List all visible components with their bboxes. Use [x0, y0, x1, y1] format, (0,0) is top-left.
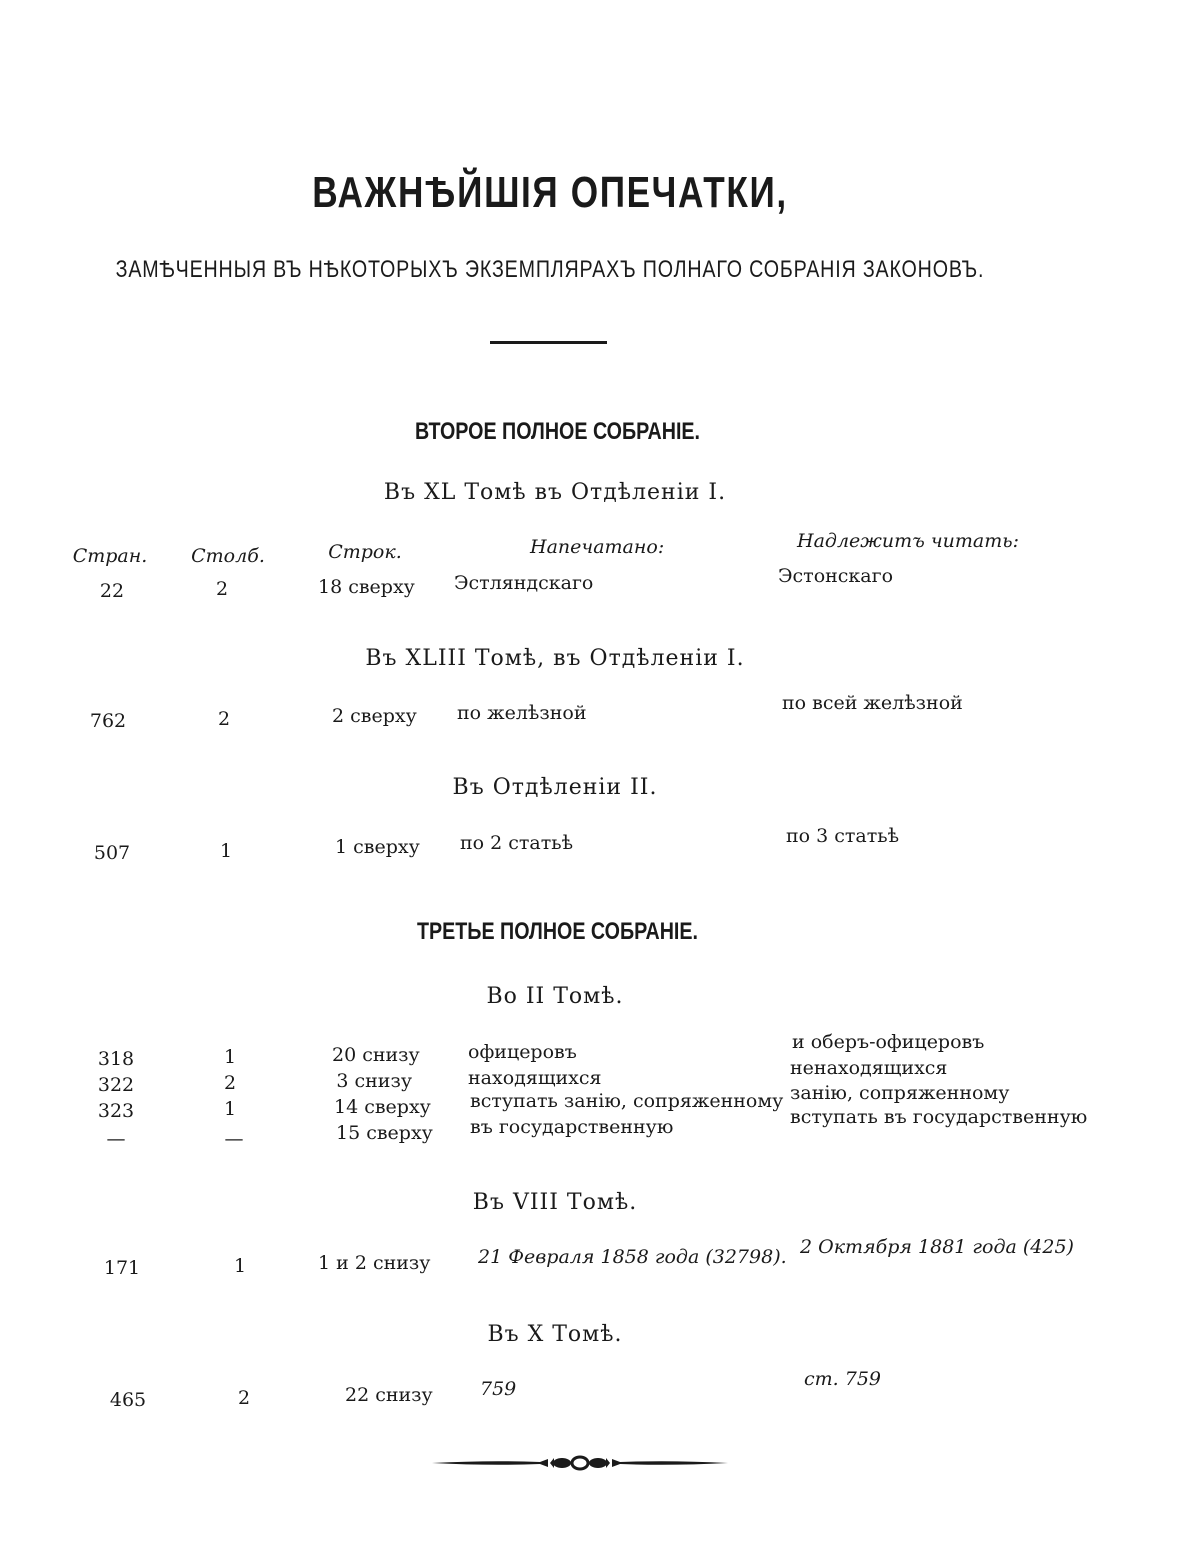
table-cell-column: 2	[223, 1072, 237, 1094]
document-title: ВАЖНѢЙШІЯ ОПЕЧАТКИ,	[312, 168, 788, 217]
table-cell-should-read: Эстонскаго	[778, 565, 894, 587]
end-ornament-icon	[430, 1452, 730, 1474]
table-cell-should-read: 2 Октября 1881 года (425)	[800, 1236, 1074, 1258]
table-cell-printed: находящихся	[468, 1067, 602, 1089]
table-cell-page: 322	[97, 1074, 135, 1096]
table-cell-printed: вступать занію, сопряженному	[470, 1090, 784, 1112]
volume-title-viii: Въ VIII Томѣ.	[472, 1190, 638, 1215]
table-cell-page: 762	[89, 710, 127, 732]
table-cell-column: 1	[223, 1046, 237, 1068]
table-cell-should-read: по всей желѣзной	[782, 692, 963, 714]
table-cell-printed: по 2 статьѣ	[460, 832, 574, 854]
table-cell-should-read: занію, сопряженному	[790, 1082, 1010, 1104]
table-cell-line: 3 снизу	[336, 1070, 412, 1092]
table-cell-printed: Эстляндскаго	[454, 572, 594, 594]
table-cell-column: 2	[237, 1387, 251, 1409]
table-cell-should-read: вступать въ государственную	[790, 1106, 1088, 1128]
column-header-column: Столб.	[191, 545, 265, 567]
table-cell-should-read: ненаходящихся	[790, 1057, 948, 1079]
table-cell-should-read: ст. 759	[804, 1368, 882, 1390]
volume-title-xliii: Въ XLIII Томѣ, въ Отдѣленіи I.	[365, 646, 745, 671]
column-header-printed: Напечатано:	[530, 536, 665, 558]
table-cell-page: 323	[97, 1100, 135, 1122]
document-subtitle: ЗАМѢЧЕННЫЯ ВЪ НѢКОТОРЫХЪ ЭКЗЕМПЛЯРАХЪ ПОЛНАГО СОБРАНІЯ ЗАКОНОВЪ.	[115, 256, 985, 283]
title-rule	[490, 341, 607, 344]
table-cell-page: —	[106, 1128, 126, 1150]
table-cell-line: 14 сверху	[334, 1096, 431, 1118]
section-title-third: ТРЕТЬЕ ПОЛНОЕ СОБРАНІЕ.	[417, 918, 698, 945]
table-cell-page: 22	[99, 580, 125, 602]
volume-title-section-ii: Въ Отдѣленіи II.	[452, 775, 658, 800]
table-cell-line: 1 и 2 снизу	[318, 1252, 431, 1274]
section-title-second: ВТОРОЕ ПОЛНОЕ СОБРАНІЕ.	[414, 418, 701, 445]
column-header-line: Строк.	[328, 541, 402, 563]
table-cell-line: 15 сверху	[336, 1122, 433, 1144]
volume-title-xl: Въ XL Томѣ въ Отдѣленіи I.	[383, 480, 727, 505]
volume-title-x: Въ X Томѣ.	[487, 1322, 623, 1347]
table-cell-column: 2	[217, 708, 231, 730]
table-cell-line: 22 снизу	[345, 1384, 433, 1406]
table-cell-line: 1 сверху	[335, 836, 420, 858]
table-cell-printed: офицеровъ	[468, 1041, 577, 1063]
column-header-should-read: Надлежитъ читать:	[797, 530, 1019, 552]
table-cell-line: 2 сверху	[332, 705, 417, 727]
table-cell-line: 20 снизу	[332, 1044, 420, 1066]
table-cell-page: 171	[103, 1257, 141, 1279]
table-cell-printed: въ государственную	[470, 1116, 674, 1138]
table-cell-page: 507	[93, 842, 131, 864]
table-cell-column: 2	[215, 578, 229, 600]
table-cell-page: 318	[97, 1048, 135, 1070]
volume-title-ii: Во II Томѣ.	[486, 984, 624, 1009]
table-cell-should-read: по 3 статьѣ	[786, 825, 900, 847]
table-cell-column: 1	[223, 1098, 237, 1120]
table-cell-column: 1	[233, 1255, 247, 1277]
table-cell-column: 1	[219, 840, 233, 862]
table-cell-printed: 759	[480, 1378, 517, 1400]
table-cell-printed: 21 Февраля 1858 года (32798).	[478, 1246, 787, 1268]
table-cell-should-read: и оберъ-офицеровъ	[792, 1031, 985, 1053]
column-header-page: Стран.	[72, 545, 148, 567]
table-cell-column: —	[224, 1128, 244, 1150]
table-cell-printed: по желѣзной	[457, 702, 587, 724]
table-cell-line: 18 сверху	[318, 576, 415, 598]
table-cell-page: 465	[109, 1389, 147, 1411]
